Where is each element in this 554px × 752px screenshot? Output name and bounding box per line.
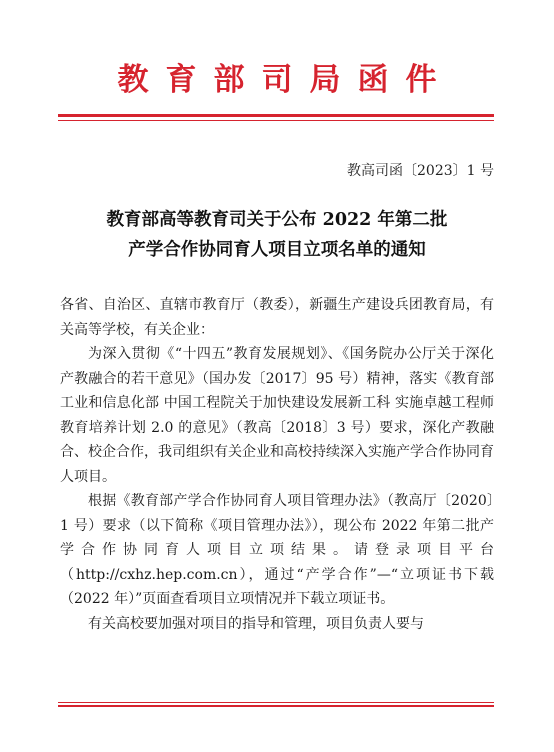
letterhead-rule-thick xyxy=(58,114,494,117)
letterhead-title: 教育部司局函件 xyxy=(117,62,454,98)
letterhead-rule-thin xyxy=(58,120,494,121)
document-number: 教高司函〔2023〕1 号 xyxy=(347,163,494,179)
footer-rule-thick xyxy=(58,705,494,707)
body-paragraph-1: 为深入贯彻《“十四五”教育发展规划》、《国务院办公厅关于深化产教融合的若干意见》（国办发〔2017〕95 号）精神，落实《教育部 工业和信息化部 中国工程院关于加快建设发展新工科 实施卓越工程师教育培养计划 2.0 的意见》（教高〔2018〕3 号）要求，深化产教融合、校企合作，我司组织有关企业和高校持续深入实施产学合作协同育人项目。 xyxy=(60,346,494,485)
addressee: 各省、自治区、直辖市教育厅（教委），新疆生产建设兵团教育局，有关高等学校，有关企业： xyxy=(60,297,494,338)
notice-title-line-2: 产学合作协同育人项目立项名单的通知 xyxy=(128,240,426,260)
body-paragraph-2: 根据《教育部产学合作协同育人项目管理办法》（教高厅〔2020〕1 号）要求（以下简称《项目管理办法》），现公布 2022 年第二批产学合作协同育人项目立项结果。请登录项目平台（http://cxhz.hep.com.cn），通过“产学合作”—“立项证书下载（2022 年）”页面查看项目立项情况并下载立项证书。 xyxy=(60,493,494,607)
notice-body xyxy=(60,293,494,636)
body-paragraph-3: 有关高校要加强对项目的指导和管理，项目负责人要与 xyxy=(88,615,424,632)
footer-rule-thin xyxy=(58,702,494,703)
notice-title-line-1: 教育部高等教育司关于公布 2022 年第二批 xyxy=(106,210,448,230)
notice-title xyxy=(60,205,494,265)
